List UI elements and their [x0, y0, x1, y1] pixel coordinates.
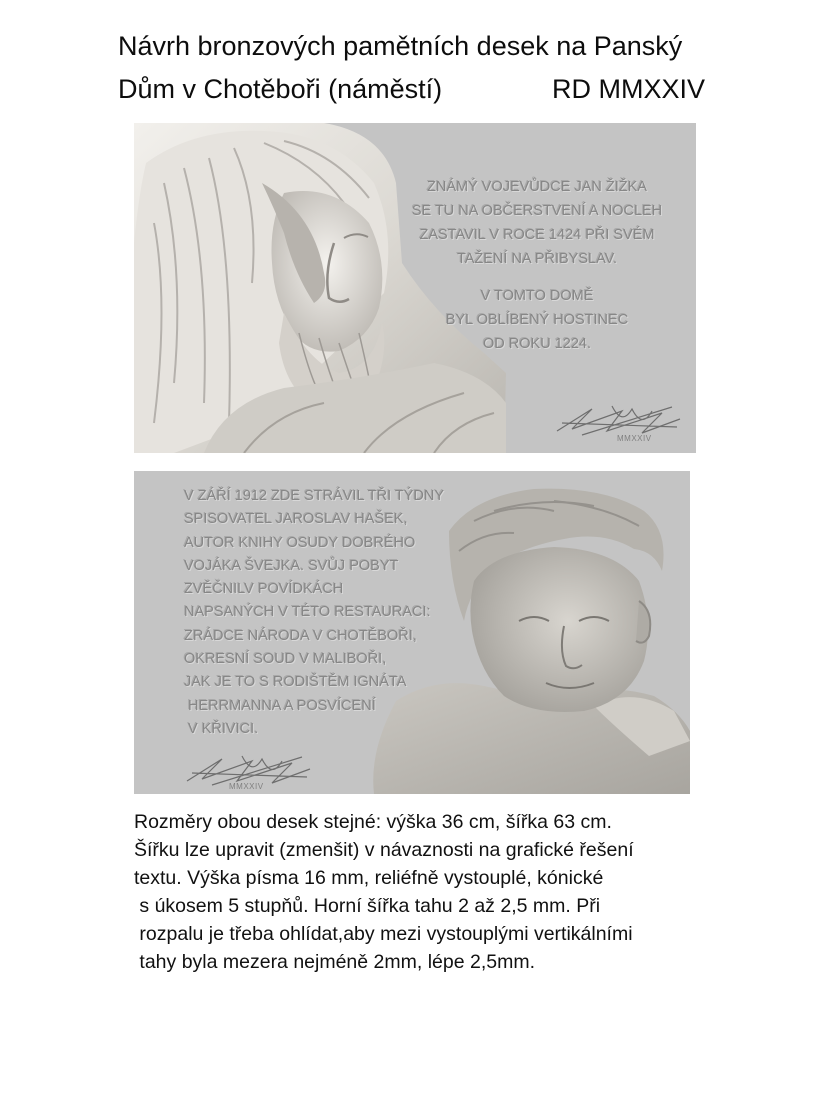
- inscription-line: OKRESNÍ SOUD V MALIBOŘI,: [184, 651, 387, 668]
- hasek-inscription: [184, 485, 444, 741]
- inscription-line: HERRMANNA A POSVÍCENÍ: [184, 697, 376, 714]
- inscription-line: ZASTAVIL V ROCE 1424 PŘI SVÉM: [419, 227, 655, 243]
- title-code: RD MMXXIV: [552, 74, 706, 104]
- inscription-line: SPISOVATEL JAROSLAV HAŠEK,: [184, 511, 408, 528]
- signature-year: MMXXIV: [229, 782, 264, 791]
- inscription-line: TAŽENÍ NA PŘIBYSLAV.: [456, 251, 618, 267]
- title-line-2: Dům v Chotěboři (náměstí): [118, 74, 443, 104]
- inscription-line: VOJÁKA ŠVEJKA. SVŮJ POBYT: [184, 557, 399, 574]
- note-line: s úkosem 5 stupňů. Horní šířka tahu 2 až 2,5 mm. Při: [134, 895, 601, 917]
- plaque-zizka: [134, 123, 696, 453]
- inscription-line: OD ROKU 1224.: [483, 336, 591, 352]
- technical-notes: [134, 808, 734, 976]
- note-line: tahy byla mezera nejméně 2mm, lépe 2,5mm.: [134, 951, 536, 973]
- plaque-hasek: [134, 471, 690, 794]
- inscription-line: BYL OBLÍBENÝ HOSTINEC: [445, 312, 629, 328]
- signature-year: MMXXIV: [617, 434, 652, 443]
- inscription-line: V KŘIVICI.: [184, 720, 259, 737]
- note-line: Rozměry obou desek stejné: výška 36 cm, šířka 63 cm.: [134, 811, 612, 833]
- inscription-line: SE TU NA OBČERSTVENÍ A NOCLEH: [411, 203, 663, 219]
- inscription-line: V TOMTO DOMĚ: [480, 288, 594, 304]
- note-line: textu. Výška písma 16 mm, reliéfně vystouplé, kónické: [134, 867, 604, 889]
- note-line: rozpalu je třeba ohlídat,aby mezi vystouplými vertikálními: [134, 923, 633, 945]
- inscription-line: ZVĚČNILV POVÍDKÁCH: [184, 581, 344, 598]
- inscription-line: ZRÁDCE NÁRODA V CHOTĚBOŘI,: [184, 627, 417, 644]
- inscription-line: NAPSANÝCH V TÉTO RESTAURACI:: [184, 604, 431, 621]
- title-line-1: Návrh bronzových pamětních desek na Panský: [118, 31, 683, 61]
- inscription-line: V ZÁŘÍ 1912 ZDE STRÁVIL TŘI TÝDNY: [184, 488, 445, 504]
- inscription-line: JAK JE TO S RODIŠTĚM IGNÁTA: [184, 674, 407, 691]
- inscription-line: ZNÁMÝ VOJEVŮDCE JAN ŽIŽKA: [427, 179, 647, 195]
- inscription-line: AUTOR KNIHY OSUDY DOBRÉHO: [184, 534, 416, 551]
- note-line: Šířku lze upravit (zmenšit) v návaznosti na grafické řešení: [134, 839, 634, 861]
- zizka-inscription: [402, 175, 672, 356]
